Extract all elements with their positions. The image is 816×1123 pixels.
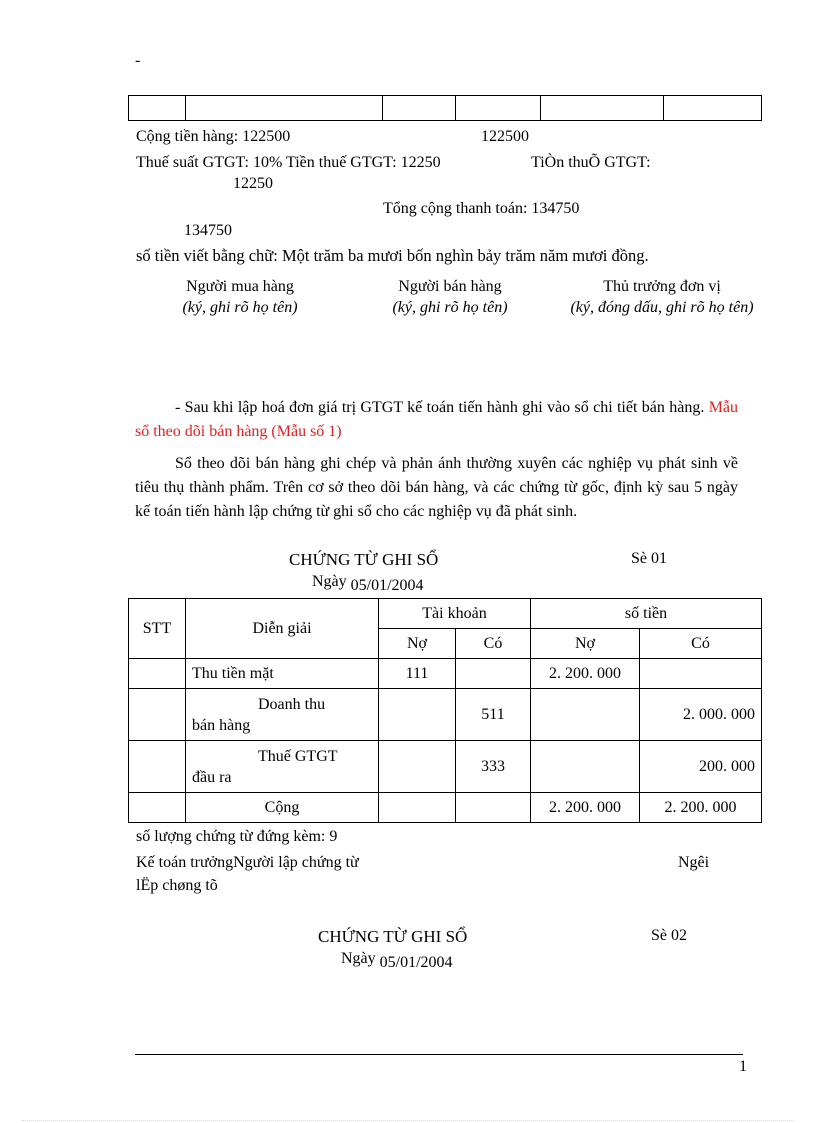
cell-amount-credit: 200. 000 [640,741,762,793]
cell-account-credit: 333 [456,741,531,793]
signature-title: Thủ trưởng đơn vị [603,278,721,295]
signature-title: Người mua hàng [186,278,294,295]
desc-line: bán hàng [192,716,251,734]
cell-account-credit [456,793,531,823]
total-amount-debit: 2. 200. 000 [531,793,640,823]
total-goods-value: 122500 [481,128,529,145]
voucher2-number: Sè 02 [651,927,687,944]
amount-in-words: số tiền viết bằng chữ: Một trăm ba mươi bốn nghìn bảy trăm năm mươi đồng. [136,246,649,265]
vat-value: 12250 [233,175,273,192]
signature-seller [360,276,540,318]
total-label: Cộng [186,793,379,823]
table-cell [456,96,541,121]
date-label: Ngày [341,950,376,967]
top-dash: - [135,52,141,69]
cell-description [186,741,379,793]
cell-account-debit [379,689,456,741]
signature-buyer [150,276,330,318]
header-amount: số tiền [531,599,762,629]
cell-amount-debit: 2. 200. 000 [531,659,640,689]
grand-total-label: Tổng cộng thanh toán: 134750 [383,200,580,217]
cell-stt [129,741,186,793]
voucher1-title: CHỨNG TỪ GHI SỔ [289,550,439,569]
page-number: 1 [739,1058,747,1075]
vat-line-b: TiÒn thuÕ GTGT: [531,154,651,171]
header-description: Diễn giải [186,599,379,659]
cell-account-debit: 111 [379,659,456,689]
voucher1-number: Sè 01 [631,550,667,567]
header-amount-credit: Có [640,629,762,659]
sales-ledger-link[interactable]: Mẫu sổ theo dõi bán hàng (Mẫu số 1) [135,399,739,440]
cell-amount-debit [531,741,640,793]
signature-note: (ký, ghi rõ họ tên) [392,299,508,316]
cell-account-debit [379,741,456,793]
table-cell [129,96,186,121]
cell-stt [129,659,186,689]
vat-line: Thuế suất GTGT: 10% Tiền thuế GTGT: 12250 [136,154,441,171]
voucher2-title: CHỨNG TỪ GHI SỔ [318,927,468,946]
header-stt: STT [129,599,186,659]
date-label: Ngày [312,573,347,590]
total-goods-label: Cộng tiền hàng: 122500 [136,128,291,145]
header-account: Tài khoản [379,599,531,629]
voucher1-signers: Kế toán trưởngNgười lập chứng từ [136,854,359,871]
signature-title: Người bán hàng [398,278,502,295]
voucher1-signer-right: Ngêi [678,854,710,871]
table-cell [541,96,664,121]
header-amount-debit: Nợ [531,629,640,659]
grand-total-value: 134750 [184,222,232,239]
cell-account-credit [456,659,531,689]
table-cell [664,96,762,121]
signature-head [562,276,762,318]
voucher2-date [341,950,453,971]
attached-documents: số lượng chứng từ đứng kèm: 9 [136,828,338,845]
footer-rule [135,1054,743,1055]
table-row [129,741,762,793]
cell-stt [129,689,186,741]
total-amount-credit: 2. 200. 000 [640,793,762,823]
voucher1-date [312,573,424,594]
date-value: 05/01/2004 [350,577,424,594]
voucher1-table [128,598,762,823]
cell-account-debit [379,793,456,823]
cell-amount-credit: 2. 000. 000 [640,689,762,741]
page-bottom-border [22,1120,794,1121]
table-row [129,659,762,689]
desc-line: Thuế GTGT [258,747,338,765]
desc-line: Doanh thu [258,695,326,713]
paragraph-body: Sổ theo dõi bán hàng ghi chép và phản ánh thường xuyên các nghiệp vụ phát sinh về tiêu thụ thành phẩm. Trên cơ sở theo dõi bán hàng, và các chứng từ gốc, định kỳ sau 5 ngày kế toán tiến hành lập chứng từ ghi sổ cho các nghiệp vụ đã phát sinh. [135,455,738,520]
signature-note: (ký, ghi rõ họ tên) [182,299,298,316]
desc-line: đầu ra [192,768,232,786]
paragraph-intro [135,396,738,444]
signature-note: (ký, đóng dấu, ghi rõ họ tên) [570,299,754,316]
table-row [129,689,762,741]
cell-stt [129,793,186,823]
total-row [129,793,762,823]
invoice-table-tail [128,95,762,121]
table-cell [383,96,456,121]
paragraph-text: - Sau khi lập hoá đơn giá trị GTGT kế toán tiến hành ghi vào sổ chi tiết bán hàng. [175,399,705,416]
cell-description [186,689,379,741]
cell-description: Thu tiền mặt [186,659,379,689]
cell-amount-debit [531,689,640,741]
header-account-debit: Nợ [379,629,456,659]
header-account-credit: Có [456,629,531,659]
date-value: 05/01/2004 [379,954,453,971]
cell-amount-credit [640,659,762,689]
voucher1-signers-line2: lËp chøng tõ [136,877,218,894]
cell-account-credit: 511 [456,689,531,741]
table-cell [186,96,383,121]
